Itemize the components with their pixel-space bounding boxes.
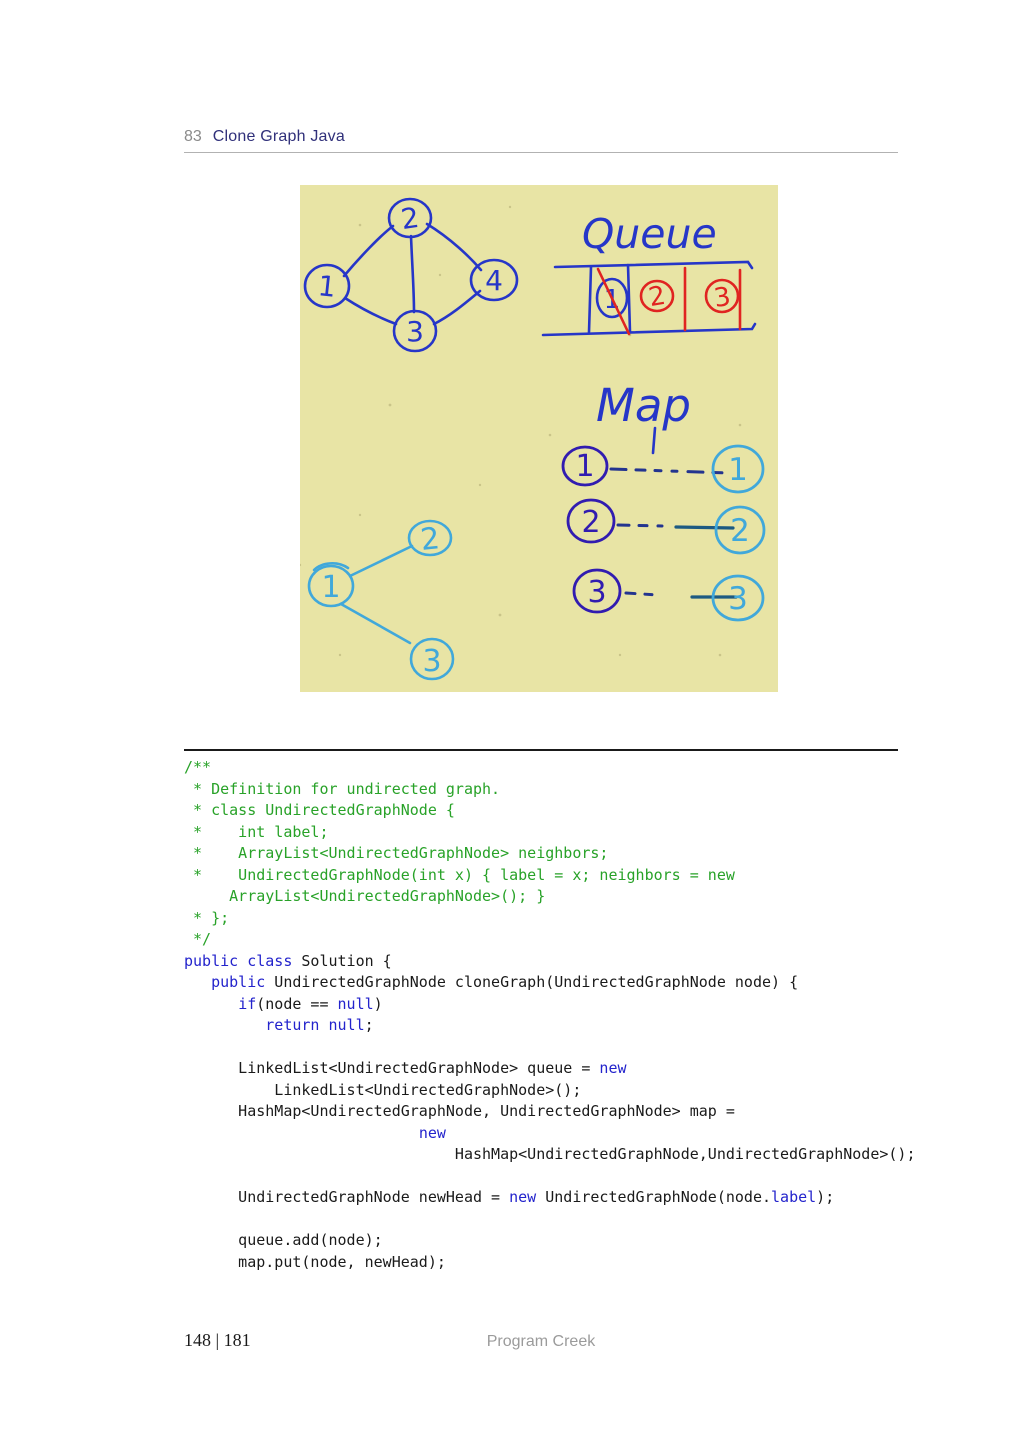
queue-item-1-label: 1 <box>603 285 621 315</box>
code-line: * ArrayList<UndirectedGraphNode> neighbors; <box>184 844 609 862</box>
code-line: * UndirectedGraphNode(int x) { label = x; neighbors = new <box>184 865 735 884</box>
queue-title: Queue <box>582 210 717 258</box>
map-source-2-label: 2 <box>581 505 601 540</box>
code-line <box>184 1209 916 1231</box>
queue-red-labels <box>646 281 732 314</box>
code-line: map.put(node, newHead); <box>184 1252 446 1271</box>
clone-edge-1-3 <box>341 604 410 643</box>
queue-bottom-line <box>543 324 755 335</box>
code-line: if(node == null) <box>238 994 383 1013</box>
hand-drawn-diagram <box>300 185 778 692</box>
edge-1-2 <box>344 226 393 276</box>
queue-item-2-label: 2 <box>646 280 668 314</box>
code-line: return null; <box>265 1016 374 1034</box>
edge-1-3 <box>345 298 396 324</box>
header-divider <box>184 152 898 153</box>
graph-node-2-label: 2 <box>398 200 422 237</box>
map-source-1-label: 1 <box>575 449 595 484</box>
queue-wall-after-1 <box>628 265 630 332</box>
map-clone-3-label: 3 <box>728 581 748 617</box>
clone-node-1-label: 1 <box>321 570 341 605</box>
queue-item-3-label: 3 <box>711 281 733 314</box>
code-line: HashMap<UndirectedGraphNode, UndirectedGraphNode> map = <box>184 1102 735 1120</box>
graph-node-4-label: 4 <box>485 264 503 297</box>
footer-brand: Program Creek <box>486 1333 596 1350</box>
queue-wall-left <box>589 267 591 332</box>
code-line: HashMap<UndirectedGraphNode,UndirectedGraphNode>(); <box>184 1145 916 1163</box>
clone-node-3-label: 3 <box>422 644 442 679</box>
code-line: * Definition for undirected graph. <box>184 779 501 798</box>
code-line: public class Solution { <box>184 951 392 970</box>
code-top-divider <box>184 749 898 751</box>
code-line: LinkedList<UndirectedGraphNode>(); <box>184 1080 582 1099</box>
code-line: UndirectedGraphNode newHead = new UndirectedGraphNode(node.label); <box>184 1188 835 1206</box>
code-line: public UndirectedGraphNode cloneGraph(UndirectedGraphNode node) { <box>211 973 799 991</box>
code-line <box>184 1166 916 1188</box>
code-line: queue.add(node); <box>184 1231 383 1249</box>
graph-node-3-label: 3 <box>406 315 424 348</box>
edge-2-4 <box>427 224 481 270</box>
map-source-3-label: 3 <box>587 575 607 610</box>
code-line: * class UndirectedGraphNode { <box>184 801 455 819</box>
map-row-1 <box>563 446 763 492</box>
code-line: * int label; <box>184 822 329 841</box>
footer-page-numbers: 148 | 181 <box>184 1330 251 1350</box>
map-title: Map <box>596 379 691 432</box>
page-header <box>184 128 345 146</box>
section-number: 83 <box>184 128 202 145</box>
map-row-2 <box>568 500 764 553</box>
code-line: new <box>418 1123 446 1142</box>
map-clone-1-label: 1 <box>728 452 748 488</box>
map-link-3-dashed <box>626 593 658 595</box>
code-line: */ <box>184 930 212 948</box>
code-line <box>184 1037 916 1059</box>
map-link-2-dashed <box>618 525 662 526</box>
code-line: * }; <box>184 908 230 927</box>
map-row-3 <box>574 570 763 620</box>
code-line: /** <box>184 758 212 776</box>
edge-2-3 <box>411 236 414 312</box>
clone-node-2-label: 2 <box>418 521 442 558</box>
map-clone-2-label: 2 <box>730 513 750 549</box>
diagram-svg <box>300 185 778 692</box>
section-title: Clone Graph Java <box>212 128 345 145</box>
edge-3-4 <box>434 291 480 324</box>
code-line: LinkedList<UndirectedGraphNode> queue = new <box>184 1059 627 1077</box>
clone-edge-1-2 <box>350 546 412 576</box>
code-block <box>184 757 916 1273</box>
map-link-2-solid <box>676 527 733 528</box>
queue-top-line <box>555 262 752 268</box>
code-line: ArrayList<UndirectedGraphNode>(); } <box>184 887 546 905</box>
map-link-1 <box>611 469 728 473</box>
graph-node-1-label: 1 <box>316 269 338 304</box>
